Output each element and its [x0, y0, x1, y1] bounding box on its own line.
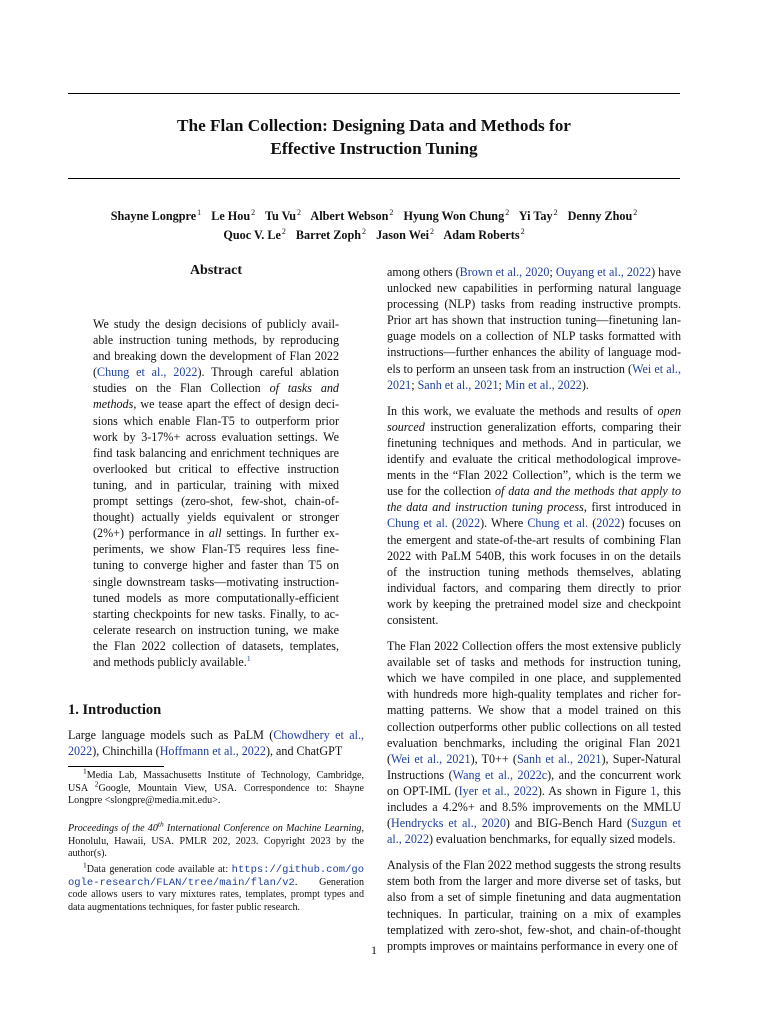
intro-paragraph: Large language models such as PaLM (Chowdhery et al., 2022), Chinchilla (Hoffmann et al., 2022), and ChatGPT: [68, 728, 364, 759]
right-paragraph-3: The Flan 2022 Collection offers the most extensive publicly available set of tasks and methods for instruction tuning, which we have compiled in one place, and supplemented with hundreds more high-quality templates and richer formatting patterns. We show that a model trained on this collection outperforms other public collections on all tested evaluation benchmarks, including the original Flan 2021 (Wei et al., 2021), T0++ (Sanh et al., 2021), Super-Natural Instructions (Wang et al., 2022c), and the concurrent work on OPT-IML (Iyer et al., 2022). As shown in Figure 1, this includes a 4.2%+ and 8.5% improvements on the MMLU (Hendrycks et al., 2020) and BIG-Bench Hard (Suzgun et al., 2022) evaluation benchmarks, for equally sized models.: [387, 639, 682, 847]
title-bottom-rule: [68, 178, 680, 179]
author-name: Yi Tay: [518, 209, 553, 224]
citation-link[interactable]: Hoffmann et al., 2022: [159, 744, 266, 759]
author-list: [68, 205, 680, 243]
author-name: Barret Zoph: [295, 228, 362, 243]
citation-link[interactable]: Brown et al., 2020: [459, 265, 550, 279]
abstract-heading: Abstract: [189, 263, 243, 278]
author-affiliation-mark: 1: [197, 208, 202, 217]
citation-link[interactable]: Chowdhery et al., 2022: [68, 728, 364, 759]
figure-link[interactable]: 1: [650, 783, 657, 798]
right-column: [387, 264, 681, 954]
author-name: Le Hou: [211, 209, 251, 224]
top-rule: [68, 93, 680, 94]
paper-title: [68, 114, 680, 160]
citation-link[interactable]: Ouyang et al., 2022: [555, 265, 652, 279]
citation-link[interactable]: 2022: [455, 516, 481, 531]
author-name: Quoc V. Le: [223, 228, 281, 243]
author-affiliation-mark: 2: [430, 227, 435, 237]
author-affiliation-mark: 2: [389, 208, 394, 217]
author-affiliation-mark: 2: [281, 227, 286, 237]
citation-link[interactable]: Min et al., 2022: [504, 377, 582, 392]
author-affiliation-mark: 2: [251, 208, 256, 217]
abstract-body: [93, 316, 339, 670]
author-name: Denny Zhou: [567, 209, 633, 224]
author-name: Albert Webson: [310, 209, 389, 224]
author-affiliation-mark: 2: [633, 208, 638, 217]
citation-link[interactable]: 2022: [596, 516, 621, 531]
right-paragraph-2: In this work, we evaluate the methods and results of open sourced instruction generalization efforts, comparing their finetuning techniques and methods. And in particular, we identify and evaluate the critical methodological improvements in the “Flan 2022 Collection”, which is the term we use for the collection of data and the methods that apply to the data and instruction tuning process, first introduced in Chung et al. (2022). Where Chung et al. (2022) focuses on the emergent and state-of-the-art results of combining Flan 2022 with PaLM 540B, this work focuses in on the details of the instruction tuning methods themselves, ablating individual factors, and comparing them directly to prior work by keeping the pretrained model size and checkpoint consistent.: [387, 403, 682, 627]
citation-link[interactable]: Chung et al.: [387, 516, 448, 531]
right-paragraph-1: among others (Brown et al., 2020; Ouyang et al., 2022) have unlocked new capabilities in performing natural language processing (NLP) tasks from reading instructive prompts. Prior art has shown that instruction tuning—finetuning language models on a collection of NLP tasks formatted with instructions—further enhances the ability of language models to perform an unseen task from an instruction (Wei et al., 2021; Sanh et al., 2021; Min et al., 2022).: [387, 265, 682, 392]
citation-link[interactable]: Suzgun et al., 2022: [387, 816, 681, 847]
author-name: Jason Wei: [376, 228, 430, 243]
author-affiliation-mark: 2: [297, 208, 302, 217]
author-affiliation-mark: 2: [520, 227, 525, 237]
code-url-link[interactable]: https://github.com/google-research/FLAN/tree/main/flan/v2: [68, 864, 364, 889]
author-line-1: [68, 205, 680, 224]
author-name: Hyung Won Chung: [403, 209, 505, 224]
author-line-2: [68, 224, 680, 243]
introduction-heading: 1. Introduction: [68, 702, 162, 718]
footnote-link[interactable]: 1: [246, 653, 251, 663]
abstract-paragraph: We study the design decisions of publicly available instruction tuning methods, by reproducing and breaking down the development of Flan 2022 (Chung et al., 2022). Through careful ablation studies on the Flan Collection of tasks and methods, we tease apart the effect of design decisions which enable Flan-T5 to outperform prior work by 3-17%+ across evaluation settings. We find task balancing and enrichment techniques are overlooked but critical to effective instruction tuning, and in particular, training with mixed prompt settings (zero-shot, few-shot, chain-of-thought) actually yields equivalent or stronger (2%+) performance in all settings. In further experiments, we show Flan-T5 requires less finetuning to converge higher and faster than T5 on single downstream tasks—motivating instruction-tuned models as more computationally-efficient starting checkpoints for new tasks. Finally, to accelerate research on instruction tuning, we make the Flan 2022 collection of datasets, templates, and methods publicly available.$^1$: [93, 317, 339, 669]
citation-link[interactable]: Hendrycks et al., 2020: [391, 816, 506, 831]
author-name: Tu Vu: [264, 209, 297, 224]
citation-link[interactable]: Chung et al.: [527, 516, 589, 531]
citation-link[interactable]: Chung et al., 2022: [97, 365, 198, 380]
author-name: Shayne Longpre: [110, 209, 197, 224]
citation-link[interactable]: Wei et al., 2021: [391, 751, 471, 766]
citation-link[interactable]: Sanh et al., 2021: [417, 377, 499, 392]
author-affiliation-mark: 2: [505, 208, 510, 217]
page-number: 1: [371, 943, 377, 957]
author-affiliation-mark: 2: [362, 227, 367, 237]
citation-link[interactable]: Wei et al., 2021: [387, 361, 681, 392]
affiliation-footnote: $^1$Media Lab, Massachusetts Institute of Technology, Cambridge, USA $^2$Google, Mountain View, USA. Correspondence to: Shayne Longpre <slongpre@media.mit.edu>.: [68, 766, 364, 807]
citation-link[interactable]: Wang et al., 2022c: [452, 767, 548, 782]
title-line-1: The Flan Collection: Designing Data and Methods for: [177, 116, 571, 135]
introduction-body: [68, 727, 364, 759]
proceedings-footnote: Proceedings of the 40th International Conference on Machine Learning, Honolulu, Hawaii, USA. PMLR 202, 2023. Copyright 2023 by the author(s).: [68, 819, 364, 860]
code-footnote: $^1$Data generation code available at: https://github.com/google-research/FLAN/tree/main/flan/v2. Generation code allows users to vary mixtures rates, templates, prompt types and data augmentations techniques, for faster public research.: [68, 860, 364, 914]
author-name: Adam Roberts: [443, 228, 520, 243]
right-paragraph-4: Analysis of the Flan 2022 method suggests the strong results stem both from the larger and more diverse set of tasks, but also from a set of simple finetuning and data augmentation techniques. In particular, training on a mix of examples templatized with zero-shot, few-shot, and chain-of-thought prompts improves or maintains performance in every one of: [387, 858, 681, 953]
citation-link[interactable]: Sanh et al., 2021: [516, 751, 602, 766]
citation-link[interactable]: Iyer et al., 2022: [458, 783, 538, 798]
author-affiliation-mark: 2: [553, 208, 558, 217]
title-line-2: Effective Instruction Tuning: [270, 139, 478, 158]
